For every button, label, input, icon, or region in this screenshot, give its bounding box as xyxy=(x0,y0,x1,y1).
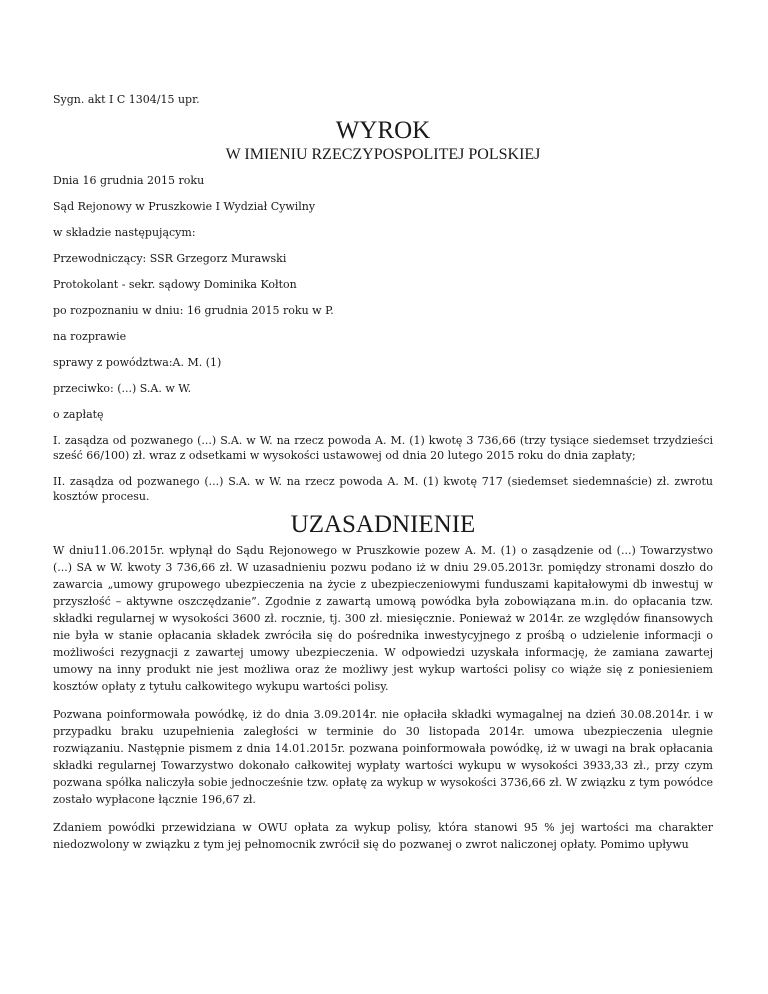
panel-intro: w składzie następującym: xyxy=(53,226,196,239)
justification-paragraph: Pozwana poinformowała powódkę, iż do dnia 3.09.2014r. nie opłaciła składki wymagalnej na dzień 30.08.2014r. i w przypadku braku uzupełnienia zaległości w terminie do 30 listopada 2014r. umowa ubezpieczenia ulegnie rozwiązaniu. Następnie pismem z dnia 14.01.2015r. pozwana poinformowała powódkę, iż w uwagi na brak opłacania składki regularnej Towarzystwo dokonało całkowitej wypłaty wartości wykupu w wysokości 3933,33 zł., przy czym pozwana spółka naliczyła sobie jednocześnie tzw. opłatę za wykup w wysokości 3736,66 zł. W związku z tym powódce zostało wypłacone łącznie 196,67 zł. xyxy=(53,708,713,806)
document-title: WYROK xyxy=(335,117,431,144)
hearing-type: na rozprawie xyxy=(53,330,127,343)
defendant: przeciwko: (...) S.A. w W. xyxy=(53,382,192,395)
case-subject: o zapłatę xyxy=(53,408,104,421)
document-subtitle: W IMIENIU RZECZYPOSPOLITEJ POLSKIEJ xyxy=(225,146,541,163)
court-clerk: Protokolant - sekr. sądowy Dominika Kołton xyxy=(53,278,297,291)
presiding-judge: Przewodniczący: SSR Grzegorz Murawski xyxy=(53,252,287,265)
plaintiff: sprawy z powództwa:A. M. (1) xyxy=(53,356,222,369)
justification-paragraph: W dniu11.06.2015r. wpłynął do Sądu Rejonowego w Pruszkowie pozew A. M. (1) o zasądzenie od (...) Towarzystwo (...) SA w W. kwoty 3 736,66 zł. W uzasadnieniu pozwu podano iż w dniu 29.05.2013r. pomiędzy stronami doszło do zawarcia „umowy grupowego ubezpieczenia na życie z ubezpieczeniowymi funduszami kapitałowymi db inwestuj w przyszłość – aktywne oszczędzanie”. Zgodnie z zawartą umową powódka była zobowiązana m.in. do opłacania tzw. składki regularnej w wysokości 3600 zł. rocznie, tj. 300 zł. miesięcznie. Ponieważ w 2014r. ze względów finansowych nie była w stanie opłacania składek zwróciła się do pośrednika inwestycyjnego z prośbą o udzielenie informacji o możliwości rezygnacji z zawartej umowy ubezpieczenia. W odpowiedzi uzyskała informację, że zamiana zawartej umowy na inny produkt nie jest możliwa oraz że możliwy jest wykup wartości polisy co wiąże się z poniesieniem kosztów opłaty z tytułu całkowitego wykupu wartości polisy. xyxy=(53,544,713,693)
court-document xyxy=(53,92,713,864)
examination-date: po rozpoznaniu w dniu: 16 grudnia 2015 roku w P. xyxy=(53,304,334,317)
case-reference: Sygn. akt I C 1304/15 upr. xyxy=(53,93,200,106)
ruling-item: II. zasądza od pozwanego (...) S.A. w W. na rzecz powoda A. M. (1) kwotę 717 (siedemset siedemnaście) zł. zwrotu kosztów procesu. xyxy=(53,475,713,503)
justification-paragraph: Zdaniem powódki przewidziana w OWU opłata za wykup polisy, która stanowi 95 % jej wartości ma charakter niedozwolony w związku z tym jej pełnomocnik zwrócił się do pozwanej o zwrot naliczonej opłaty. Pomimo upływu xyxy=(53,821,713,851)
hearing-date: Dnia 16 grudnia 2015 roku xyxy=(53,174,205,187)
court-name: Sąd Rejonowy w Pruszkowie I Wydział Cywilny xyxy=(53,200,316,213)
justification-title: UZASADNIENIE xyxy=(290,511,476,538)
ruling-item: I. zasądza od pozwanego (...) S.A. w W. na rzecz powoda A. M. (1) kwotę 3 736,66 (trzy tysiące siedemset trzydzieści sześć 66/100) zł. wraz z odsetkami w wysokości ustawowej od dnia 20 lutego 2015 roku do dnia zapłaty; xyxy=(53,434,713,462)
